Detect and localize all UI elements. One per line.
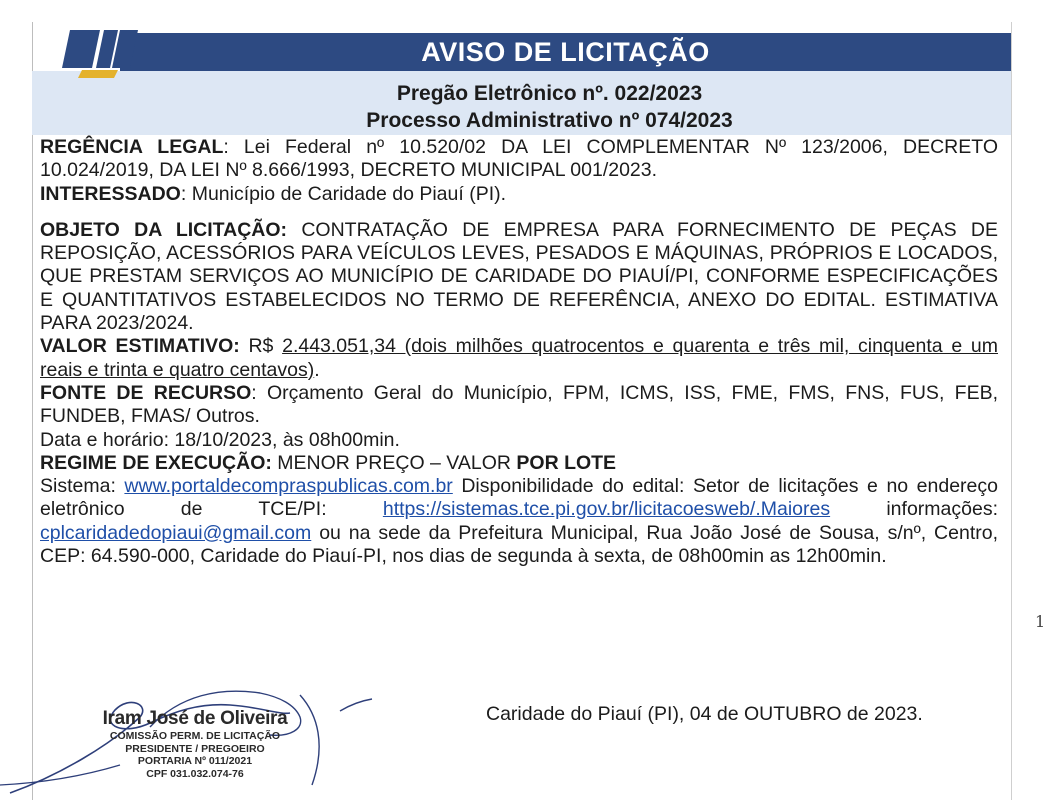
- fonte-text: : Orçamento Geral do Município, FPM, ICMS, ISS, FME, FMS, FNS, FUS, FEB, FUNDEB, FMAS/ Outros.: [40, 381, 999, 428]
- pregao-number: Pregão Eletrônico nº. 022/2023: [396, 82, 703, 105]
- signer-line-2: PRESIDENTE / PREGOEIRO: [125, 742, 265, 755]
- processo-number: Processo Administrativo nº 074/2023: [366, 109, 733, 132]
- interessado-paragraph: [40, 183, 998, 206]
- signer-line-3: PORTARIA Nº 011/2021: [137, 755, 253, 767]
- fonte-paragraph: [40, 382, 998, 429]
- signer-name: Iram José de Oliveira: [102, 708, 288, 729]
- regime-text: MENOR PREÇO – VALOR: [271, 451, 517, 474]
- fonte-label: FONTE DE RECURSO: [40, 381, 252, 404]
- regime-paragraph: [40, 452, 998, 475]
- signer-line-4: CPF 031.032.074-76: [146, 767, 244, 780]
- interessado-text: : Município de Caridade do Piauí (PI).: [180, 182, 507, 205]
- objeto-text: CONTRATAÇÃO DE EMPRESA PARA FORNECIMENTO DE PEÇAS DE REPOSIÇÃO, ACESSÓRIOS PARA VEÍCULOS LEVES, PESADOS E MÁQUINAS, PRÓPRIOS E LOCADOS, QUE PRESTAM SERVIÇOS AO MUNICÍPIO DE CARIDADE DO PIAUÍ/PI, CONFORME ESPECIFICAÇÕES E QUANTITATIVOS ESTABELECIDOS NO TERMO DE REFERÊNCIA, ANEXO DO EDITAL. ESTIMATIVA PARA 2023/2024.: [40, 218, 998, 335]
- regencia-paragraph: [40, 136, 998, 183]
- municipality-logo-icon: [58, 26, 140, 78]
- notice-body: [40, 136, 998, 568]
- sistema-text-1: Sistema:: [40, 475, 125, 498]
- notice-title: AVISO DE LICITAÇÃO: [421, 37, 710, 67]
- signer-line-1: COMISSÃO PERM. DE LICITAÇÃO: [109, 730, 281, 742]
- objeto-label: OBJETO DA LICITAÇÃO:: [40, 218, 288, 241]
- paragraph-gap: [40, 206, 998, 219]
- sistema-paragraph: [40, 475, 998, 568]
- valor-prefix: R$: [239, 335, 283, 358]
- regencia-text: : Lei Federal nº 10.520/02 DA LEI COMPLEMENTAR Nº 123/2006, DECRETO 10.024/2019, DA LEI Nº 8.666/1993, DECRETO MUNICIPAL 001/2023.: [40, 136, 998, 182]
- objeto-paragraph: [40, 219, 998, 335]
- portal-compras-link[interactable]: www.portaldecompraspublicas.com.br: [124, 475, 453, 498]
- regime-bold-end: POR LOTE: [516, 451, 617, 474]
- place-date-line: Caridade do Piauí (PI), 04 de OUTUBRO de 2023.: [486, 703, 923, 725]
- valor-amount: 2.443.051,34 (dois milhões quatrocentos e quarenta e três mil, cinquenta e um reais e trinta e quatro centavos): [40, 335, 998, 381]
- sistema-text-3: informações:: [830, 498, 998, 521]
- regime-label: REGIME DE EXECUÇÃO:: [40, 451, 272, 474]
- signature-block: [80, 708, 310, 780]
- sistema-text-2: Disponibilidade do edital: Setor de licitações e no endereço eletrônico de TCE/PI:: [40, 475, 998, 521]
- valor-suffix: .: [314, 358, 320, 381]
- interessado-label: INTERESSADO: [40, 182, 181, 205]
- email-link[interactable]: cplcaridadedopiaui@gmail.com: [40, 521, 312, 544]
- data-horario: Data e horário: 18/10/2023, às 08h00min.: [40, 428, 400, 451]
- sistema-text-4: ou na sede da Prefeitura Municipal, Rua João José de Sousa, s/nº, Centro, CEP: 64.590-000, Caridade do Piauí-PI, nos dias de segunda à sexta, de 08h00min as 12h00min.: [40, 521, 998, 568]
- valor-label: VALOR ESTIMATIVO:: [40, 335, 240, 358]
- tce-licitacoes-link[interactable]: https://sistemas.tce.pi.gov.br/licitacoesweb/.Maiores: [382, 498, 831, 521]
- page-number: 1: [1035, 612, 1046, 631]
- title-band: [120, 33, 1011, 71]
- valor-paragraph: [40, 335, 998, 382]
- regencia-label: REGÊNCIA LEGAL: [40, 136, 224, 158]
